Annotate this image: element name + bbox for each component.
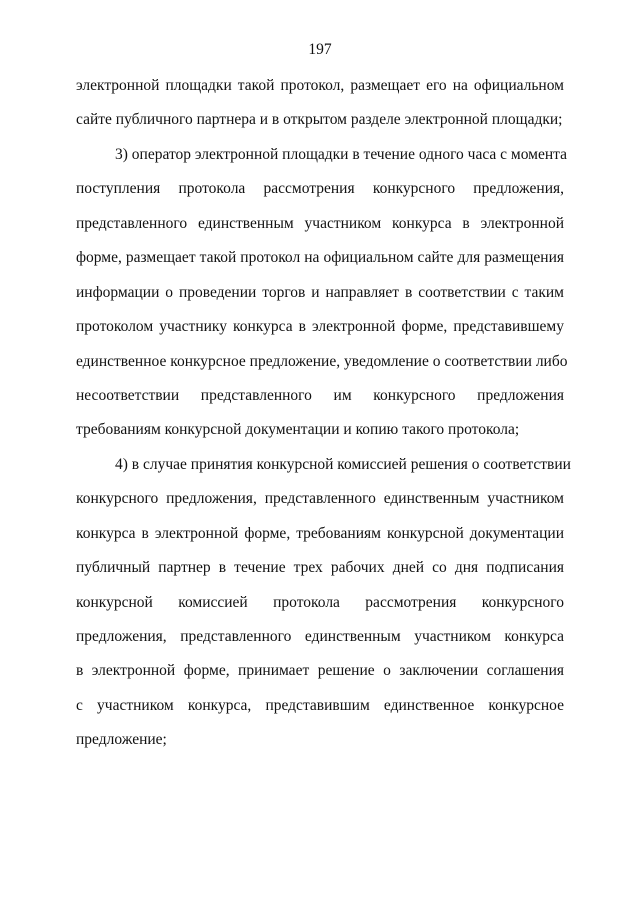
text-line: в электронной форме, принимает решение о заключении соглашения [76, 662, 564, 680]
text-line: электронной площадки такой протокол, размещает его на официальном [76, 77, 564, 94]
text-line: единственное конкурсное предложение, уведомление о соответствии либо [76, 352, 568, 370]
text-line: с участником конкурса, представившим единственное конкурсное [76, 696, 564, 714]
text-line: представленного единственным участником конкурса в электронной [76, 214, 564, 232]
text-line: публичный партнер в течение трех рабочих дней со дня подписания [76, 559, 564, 577]
paragraph-4-start: 4) в случае принятия конкурсной комиссией решения о соответствии [115, 455, 571, 473]
text-line: требованиям конкурсной документации и копию такого протокола; [76, 421, 520, 439]
text-line: сайте публичного партнера и в открытом разделе электронной площадки; [76, 111, 563, 129]
text-line: конкурсной комиссией протокола рассмотрения конкурсного [76, 593, 564, 611]
text-line: поступления протокола рассмотрения конкурсного предложения, [76, 180, 564, 198]
text-line: протоколом участнику конкурса в электронной форме, представившему [76, 318, 564, 336]
text-line: информации о проведении торгов и направляет в соответствии с таким [76, 283, 564, 301]
text-line: несоответствии представленного им конкурсного предложения [76, 386, 564, 404]
text-line: форме, размещает такой протокол на официальном сайте для размещения [76, 249, 564, 267]
text-line: конкурсного предложения, представленного единственным участником [76, 490, 564, 508]
text-line: предложения, представленного единственным участником конкурса [76, 628, 564, 645]
body-text [76, 76, 571, 765]
paragraph-3-start: 3) оператор электронной площадки в течение одного часа с момента [115, 145, 568, 163]
text-line: предложение; [76, 731, 167, 749]
text-line: конкурса в электронной форме, требованиям конкурсной документации [76, 524, 564, 542]
page-number: 197 [308, 41, 332, 58]
